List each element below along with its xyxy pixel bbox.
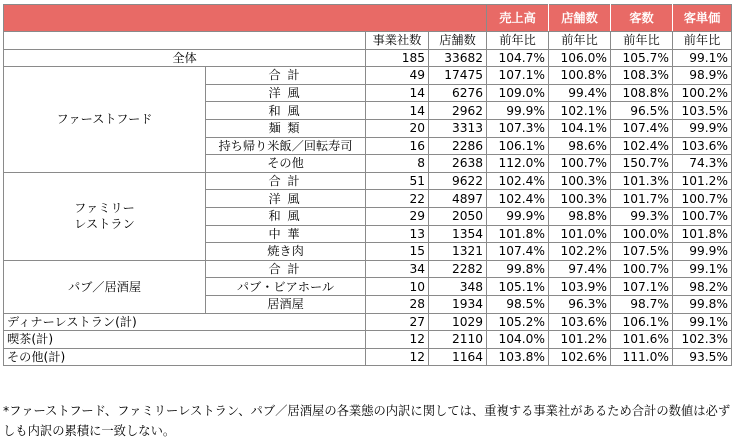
sales-yoy-cell: 109.0% bbox=[487, 84, 549, 102]
companies-cell: 13 bbox=[366, 225, 429, 243]
sales-yoy-cell: 107.4% bbox=[487, 243, 549, 261]
unit-price-yoy-cell: 93.5% bbox=[673, 348, 732, 366]
companies-cell: 14 bbox=[366, 102, 429, 120]
customers-yoy-cell: 108.3% bbox=[611, 67, 673, 85]
stores-cell: 1164 bbox=[429, 348, 487, 366]
stores-cell: 2286 bbox=[429, 137, 487, 155]
customers-yoy-cell: 107.5% bbox=[611, 243, 673, 261]
header-unit-price: 客単価 bbox=[673, 5, 732, 32]
sales-yoy-cell: 112.0% bbox=[487, 155, 549, 173]
sales-yoy-cell: 99.9% bbox=[487, 102, 549, 120]
stores-cell: 2638 bbox=[429, 155, 487, 173]
stores-cell: 2110 bbox=[429, 331, 487, 349]
store-yoy-cell: 100.3% bbox=[549, 172, 611, 190]
customers-yoy-cell: 150.7% bbox=[611, 155, 673, 173]
total-row bbox=[4, 49, 732, 67]
group-label-line: ファミリー bbox=[74, 201, 135, 216]
sales-table bbox=[3, 4, 732, 366]
customers-yoy-cell: 107.4% bbox=[611, 119, 673, 137]
row-label: ディナーレストラン(計) bbox=[4, 313, 366, 331]
row-label: 和風 bbox=[206, 102, 366, 120]
store-yoy-cell: 99.4% bbox=[549, 84, 611, 102]
sales-yoy-cell: 102.4% bbox=[487, 190, 549, 208]
subheader-blank bbox=[4, 32, 366, 50]
customers-yoy-cell: 111.0% bbox=[611, 348, 673, 366]
unit-price-yoy-cell: 100.7% bbox=[673, 207, 732, 225]
stores-cell: 4897 bbox=[429, 190, 487, 208]
row-label: 麺類 bbox=[206, 119, 366, 137]
unit-price-yoy-cell: 101.2% bbox=[673, 172, 732, 190]
unit-price-yoy-cell: 99.1% bbox=[673, 313, 732, 331]
customers-yoy-cell: 100.7% bbox=[611, 260, 673, 278]
sales-yoy-cell: 107.1% bbox=[487, 67, 549, 85]
companies-cell: 16 bbox=[366, 137, 429, 155]
store-yoy-cell: 96.3% bbox=[549, 295, 611, 313]
stores-cell: 33682 bbox=[429, 49, 487, 67]
companies-cell: 22 bbox=[366, 190, 429, 208]
companies-cell: 51 bbox=[366, 172, 429, 190]
total-label: 全体 bbox=[4, 49, 366, 67]
footnote: *ファーストフード、ファミリーレストラン、パブ／居酒屋の各業態の内訳に関しては、重複する事業社があるため合計の数値は必ずしも内訳の累積に一致しない。 bbox=[3, 404, 731, 438]
companies-cell: 20 bbox=[366, 119, 429, 137]
store-yoy-cell: 97.4% bbox=[549, 260, 611, 278]
unit-price-yoy-cell: 103.5% bbox=[673, 102, 732, 120]
unit-price-yoy-cell: 99.8% bbox=[673, 295, 732, 313]
customers-yoy-cell: 101.6% bbox=[611, 331, 673, 349]
group-label-family-restaurant bbox=[4, 172, 206, 260]
row-label: パブ・ビアホール bbox=[206, 278, 366, 296]
row-label: その他 bbox=[206, 155, 366, 173]
unit-price-yoy-cell: 98.9% bbox=[673, 67, 732, 85]
customers-yoy-cell: 108.8% bbox=[611, 84, 673, 102]
companies-cell: 49 bbox=[366, 67, 429, 85]
customers-yoy-cell: 96.5% bbox=[611, 102, 673, 120]
unit-price-yoy-cell: 101.8% bbox=[673, 225, 732, 243]
row-label: 洋風 bbox=[206, 84, 366, 102]
stores-cell: 1321 bbox=[429, 243, 487, 261]
stores-header: 店舗数 bbox=[429, 32, 487, 50]
stores-cell: 6276 bbox=[429, 84, 487, 102]
companies-cell: 10 bbox=[366, 278, 429, 296]
companies-cell: 28 bbox=[366, 295, 429, 313]
header-stores: 店舗数 bbox=[549, 5, 611, 32]
row-label: 合計 bbox=[206, 172, 366, 190]
sales-yoy-cell: 106.1% bbox=[487, 137, 549, 155]
sales-yoy-cell: 107.3% bbox=[487, 119, 549, 137]
customers-yoy-cell: 99.3% bbox=[611, 207, 673, 225]
store-yoy-cell: 104.1% bbox=[549, 119, 611, 137]
unit-price-yoy-cell: 103.6% bbox=[673, 137, 732, 155]
stores-cell: 9622 bbox=[429, 172, 487, 190]
companies-cell: 8 bbox=[366, 155, 429, 173]
customers-yoy-cell: 98.7% bbox=[611, 295, 673, 313]
sales-yoy-cell: 98.5% bbox=[487, 295, 549, 313]
table-row bbox=[4, 313, 732, 331]
customers-yoy-cell: 107.1% bbox=[611, 278, 673, 296]
store-yoy-cell: 103.6% bbox=[549, 313, 611, 331]
table-row bbox=[4, 331, 732, 349]
customers-yoy-cell: 100.0% bbox=[611, 225, 673, 243]
stores-cell: 348 bbox=[429, 278, 487, 296]
customers-yoy-cell: 105.7% bbox=[611, 49, 673, 67]
header-blank bbox=[4, 5, 487, 32]
sales-yoy-cell: 102.4% bbox=[487, 172, 549, 190]
table-row bbox=[4, 260, 732, 278]
sales-yoy-cell: 99.9% bbox=[487, 207, 549, 225]
table-row bbox=[4, 67, 732, 85]
sales-yoy-cell: 104.0% bbox=[487, 331, 549, 349]
row-label: 合計 bbox=[206, 67, 366, 85]
store-yoy-cell: 100.8% bbox=[549, 67, 611, 85]
row-label: 中華 bbox=[206, 225, 366, 243]
stores-cell: 3313 bbox=[429, 119, 487, 137]
yoy-header: 前年比 bbox=[487, 32, 549, 50]
unit-price-yoy-cell: 100.2% bbox=[673, 84, 732, 102]
metric-header-row bbox=[4, 5, 732, 32]
customers-yoy-cell: 102.4% bbox=[611, 137, 673, 155]
companies-cell: 14 bbox=[366, 84, 429, 102]
unit-price-yoy-cell: 100.7% bbox=[673, 190, 732, 208]
subheader-row bbox=[4, 32, 732, 50]
store-yoy-cell: 102.2% bbox=[549, 243, 611, 261]
customers-yoy-cell: 101.3% bbox=[611, 172, 673, 190]
header-customers: 客数 bbox=[611, 5, 673, 32]
sales-yoy-cell: 105.2% bbox=[487, 313, 549, 331]
row-label: 洋風 bbox=[206, 190, 366, 208]
table-row bbox=[4, 348, 732, 366]
stores-cell: 1354 bbox=[429, 225, 487, 243]
unit-price-yoy-cell: 74.3% bbox=[673, 155, 732, 173]
yoy-header: 前年比 bbox=[611, 32, 673, 50]
store-yoy-cell: 103.9% bbox=[549, 278, 611, 296]
sales-yoy-cell: 101.8% bbox=[487, 225, 549, 243]
store-yoy-cell: 106.0% bbox=[549, 49, 611, 67]
header-sales: 売上高 bbox=[487, 5, 549, 32]
group-label-pub-izakaya: パブ／居酒屋 bbox=[4, 260, 206, 313]
store-yoy-cell: 98.6% bbox=[549, 137, 611, 155]
stores-cell: 2050 bbox=[429, 207, 487, 225]
row-label: 合計 bbox=[206, 260, 366, 278]
companies-cell: 34 bbox=[366, 260, 429, 278]
unit-price-yoy-cell: 99.1% bbox=[673, 49, 732, 67]
sales-yoy-cell: 104.7% bbox=[487, 49, 549, 67]
store-yoy-cell: 101.2% bbox=[549, 331, 611, 349]
row-label: 和風 bbox=[206, 207, 366, 225]
row-label: 喫茶(計) bbox=[4, 331, 366, 349]
store-yoy-cell: 101.0% bbox=[549, 225, 611, 243]
table-row bbox=[4, 172, 732, 190]
companies-cell: 185 bbox=[366, 49, 429, 67]
customers-yoy-cell: 101.7% bbox=[611, 190, 673, 208]
row-label: 持ち帰り米飯／回転寿司 bbox=[206, 137, 366, 155]
sales-yoy-cell: 99.8% bbox=[487, 260, 549, 278]
unit-price-yoy-cell: 99.9% bbox=[673, 243, 732, 261]
store-yoy-cell: 100.3% bbox=[549, 190, 611, 208]
store-yoy-cell: 102.6% bbox=[549, 348, 611, 366]
companies-cell: 15 bbox=[366, 243, 429, 261]
yoy-header: 前年比 bbox=[549, 32, 611, 50]
stores-cell: 1934 bbox=[429, 295, 487, 313]
unit-price-yoy-cell: 102.3% bbox=[673, 331, 732, 349]
group-label-fast-food: ファーストフード bbox=[4, 67, 206, 173]
unit-price-yoy-cell: 99.9% bbox=[673, 119, 732, 137]
unit-price-yoy-cell: 99.1% bbox=[673, 260, 732, 278]
companies-cell: 12 bbox=[366, 348, 429, 366]
stores-cell: 2962 bbox=[429, 102, 487, 120]
sales-yoy-cell: 103.8% bbox=[487, 348, 549, 366]
sales-yoy-cell: 105.1% bbox=[487, 278, 549, 296]
companies-header: 事業社数 bbox=[366, 32, 429, 50]
row-label: 焼き肉 bbox=[206, 243, 366, 261]
customers-yoy-cell: 106.1% bbox=[611, 313, 673, 331]
row-label: 居酒屋 bbox=[206, 295, 366, 313]
companies-cell: 29 bbox=[366, 207, 429, 225]
companies-cell: 12 bbox=[366, 331, 429, 349]
group-label-line: レストラン bbox=[74, 217, 135, 232]
store-yoy-cell: 100.7% bbox=[549, 155, 611, 173]
store-yoy-cell: 102.1% bbox=[549, 102, 611, 120]
stores-cell: 17475 bbox=[429, 67, 487, 85]
yoy-header: 前年比 bbox=[673, 32, 732, 50]
store-yoy-cell: 98.8% bbox=[549, 207, 611, 225]
unit-price-yoy-cell: 98.2% bbox=[673, 278, 732, 296]
row-label: その他(計) bbox=[4, 348, 366, 366]
companies-cell: 27 bbox=[366, 313, 429, 331]
stores-cell: 2282 bbox=[429, 260, 487, 278]
stores-cell: 1029 bbox=[429, 313, 487, 331]
